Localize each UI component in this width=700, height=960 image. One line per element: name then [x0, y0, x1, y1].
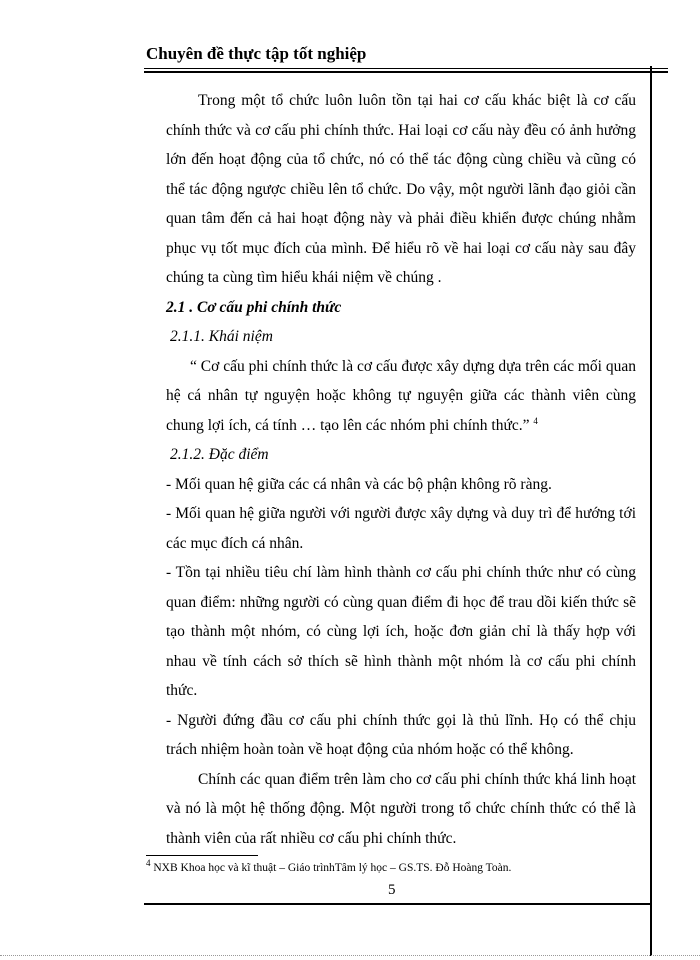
footnote-reference: 4 [533, 415, 538, 426]
header-rule-thick [144, 71, 668, 73]
footnote-marker: 4 [146, 858, 151, 869]
conclusion-paragraph: Chính các quan điểm trên làm cho cơ cấu phi chính thức khá linh hoạt và nó là một hệ thống động. Một người trong tổ chức chính thức có thể là thành viên của rất nhiều cơ cấu phi chính thức. [166, 770, 636, 847]
subsection-heading-characteristics: 2.1.2. Đặc điểm [170, 446, 269, 463]
document-header-title: Chuyên đề thực tập tốt nghiệp [146, 44, 367, 63]
page-break-dotted-line [0, 955, 700, 956]
header-rule-thin [144, 68, 668, 69]
definition-paragraph [166, 352, 636, 441]
subsection-heading-concept: 2.1.1. Khái niệm [170, 328, 273, 345]
bullet-item: - Mối quan hệ giữa người với người được xây dựng và duy trì để hướng tới các mục đích cá nhân. [166, 505, 636, 552]
page-border-bottom [144, 903, 652, 905]
bullet-item: - Người đứng đầu cơ cấu phi chính thức gọi là thủ lĩnh. Họ có thể chịu trách nhiệm hoàn toàn về hoạt động của nhóm hoặc có thể không. [166, 711, 636, 758]
section-heading: 2.1 . Cơ cấu phi chính thức [166, 298, 342, 316]
page-border-right [650, 66, 652, 956]
document-body [166, 86, 636, 853]
bullet-item: - Mối quan hệ giữa các cá nhân và các bộ phận không rõ ràng. [166, 475, 552, 493]
page-number: 5 [388, 882, 396, 898]
footnote-separator [146, 855, 258, 856]
definition-text: “ Cơ cấu phi chính thức là cơ cấu được xây dựng dựa trên các mối quan hệ cá nhân tự nguyện hoặc không tự nguyện giữa các thành viên cùng chung lợi ích, cá tính … tạo lên các nhóm phi chính thức.” [166, 357, 636, 434]
footnote [146, 858, 512, 874]
intro-paragraph: Trong một tổ chức luôn luôn tồn tại hai cơ cấu khác biệt là cơ cấu chính thức và cơ cấu phi chính thức. Hai loại cơ cấu này đều có ảnh hưởng lớn đến hoạt động của tổ chức, nó có thể tác động cùng chiều và cũng có thể tác động ngược chiều lên tổ chức. Do vậy, một người lãnh đạo giỏi cần quan tâm đến cả hai hoạt động này và phải điều khiển được chúng nhằm phục vụ tốt mục đích của mình. Để hiểu rõ về hai loại cơ cấu này sau đây chúng ta cùng tìm hiểu khái niệm về chúng . [166, 92, 636, 286]
footnote-text: NXB Khoa học và kĩ thuật – Giáo trìnhTâm lý học – GS.TS. Đỗ Hoàng Toàn. [150, 862, 512, 874]
bullet-item: - Tồn tại nhiều tiêu chí làm hình thành cơ cấu phi chính thức như có cùng quan điểm: những người có cùng quan điểm đi học để trau dồi kiến thức sẽ tạo thành một nhóm, có cùng lợi ích, hoặc đơn giản chỉ là thấy hợp với nhau về tính cách sở thích sẽ hình thành một nhóm là cơ cấu phi chính thức. [166, 564, 636, 699]
